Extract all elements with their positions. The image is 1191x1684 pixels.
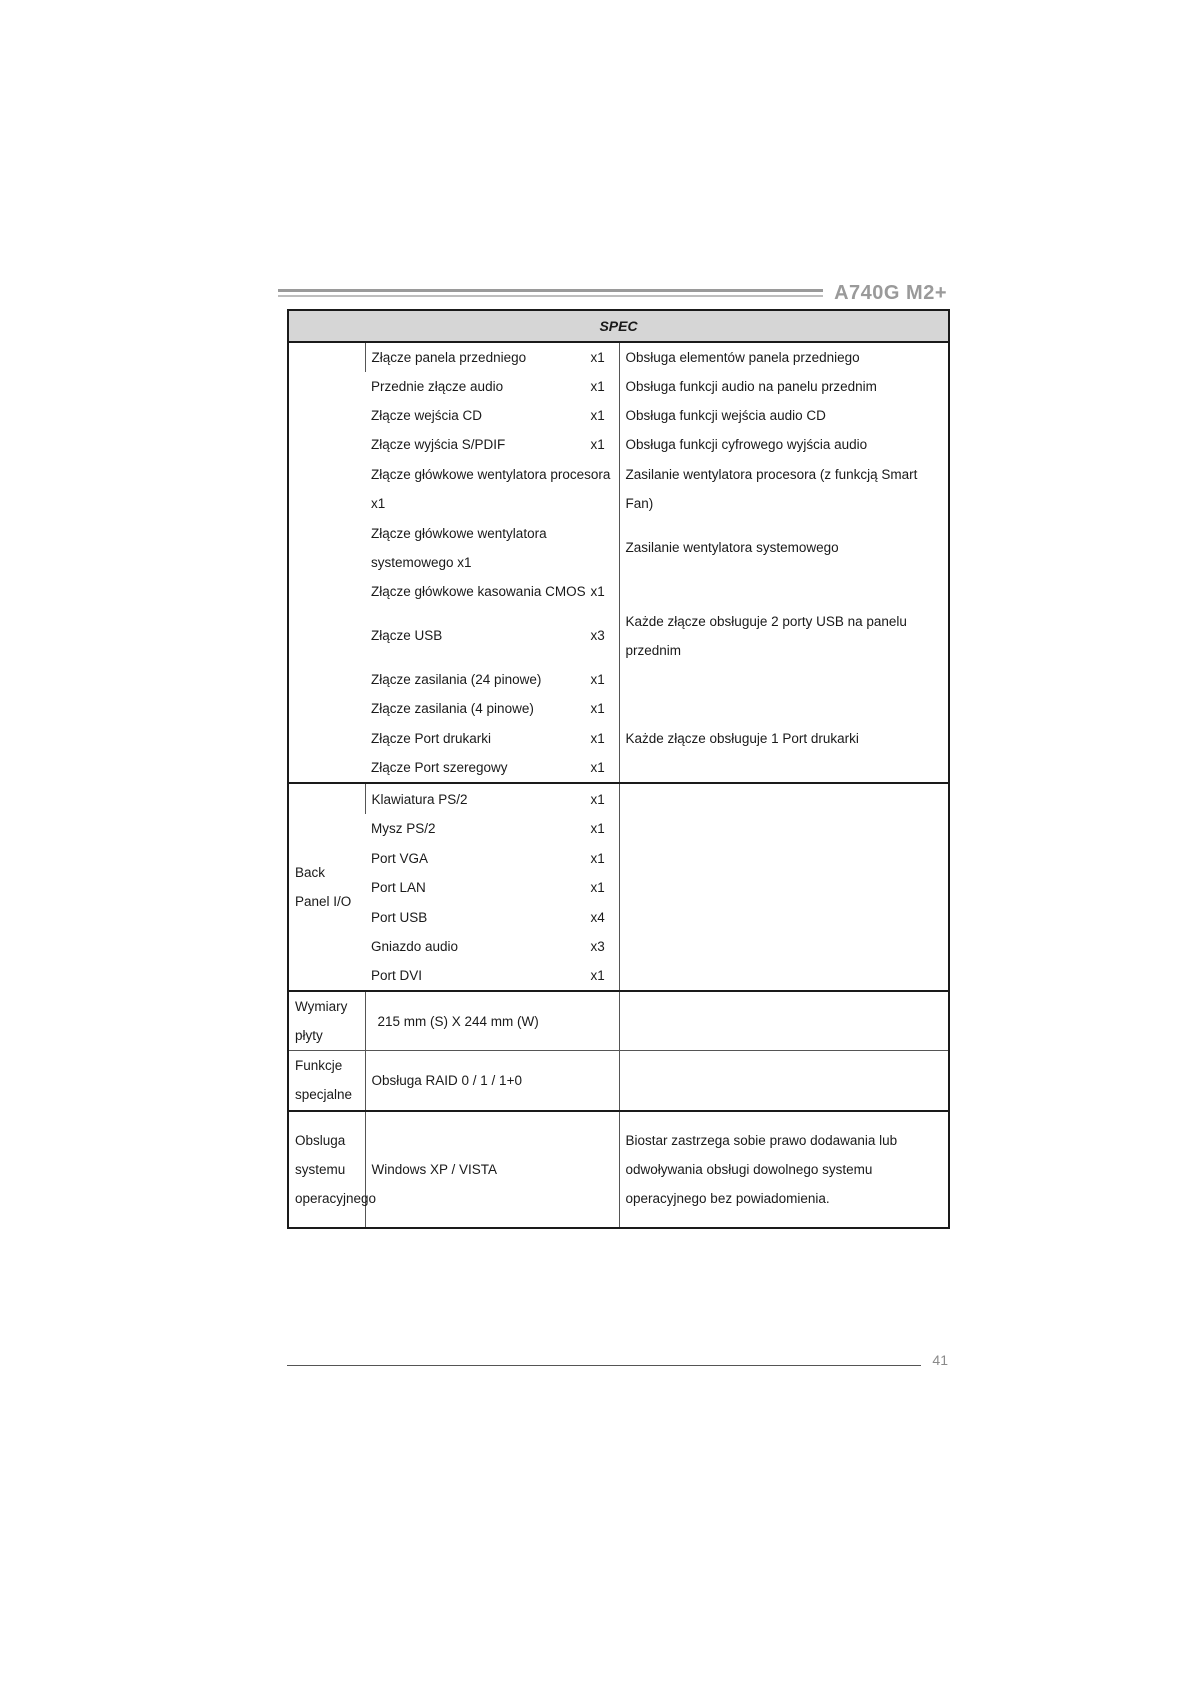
list-item: Przednie złącze audio x1 <box>371 379 605 394</box>
footer-rule <box>287 1365 921 1366</box>
list-item: Złącze panela przedniego x1 <box>371 350 605 365</box>
list-item: Złącze główkowe kasowania CMOS x1 <box>371 584 605 599</box>
special-features-group <box>288 1051 949 1111</box>
item-description: Obsługa funkcji audio na panelu przednim <box>619 372 949 401</box>
item-description: Zasilanie wentylatora procesora (z funkcją Smart Fan) <box>619 459 949 518</box>
item-description <box>619 694 949 723</box>
page-number: 41 <box>932 1352 948 1368</box>
dimensions-value: 215 mm (S) X 244 mm (W) <box>365 991 619 1051</box>
list-item: Złącze zasilania (24 pinowe) x1 <box>371 672 605 687</box>
group-label-back-panel: Back Panel I/O <box>295 865 352 909</box>
os-support-value: Windows XP / VISTA <box>365 1111 619 1228</box>
list-item: Złącze wejścia CD x1 <box>371 408 605 423</box>
list-item: Złącze Port drukarki x1 <box>371 730 605 746</box>
list-item: Złącze USB x3 <box>371 628 605 643</box>
list-item: Złącze wyjścia S/PDIF x1 <box>371 437 605 452</box>
item-description: Obsługa funkcji cyfrowego wyjścia audio <box>619 430 949 459</box>
spec-table <box>287 309 950 1229</box>
item-description <box>619 1051 949 1111</box>
item-description <box>619 753 949 783</box>
group-label-dimensions: Wymiary płyty <box>295 999 348 1043</box>
list-item: Port USB x4 <box>371 909 605 925</box>
list-item: Złącze zasilania (4 pinowe) x1 <box>371 701 605 716</box>
back-panel-description <box>619 783 949 991</box>
model-name: A740G M2+ <box>834 282 947 304</box>
os-support-group <box>288 1111 949 1228</box>
list-item: Port LAN x1 <box>371 880 605 895</box>
item-description: Każde złącze obsługuje 2 porty USB na panelu przednim <box>619 606 949 665</box>
item-description: Obsługa elementów panela przedniego <box>619 342 949 372</box>
table-title: SPEC <box>288 310 949 342</box>
list-item: Złącze Port szeregowy x1 <box>371 760 605 775</box>
special-features-value: Obsługa RAID 0 / 1 / 1+0 <box>365 1051 619 1111</box>
item-description <box>619 991 949 1051</box>
item-description <box>619 577 949 606</box>
header-rule <box>278 289 823 300</box>
list-item: Gniazdo audio x3 <box>371 939 605 954</box>
item-description: Zasilanie wentylatora systemowego <box>619 518 949 577</box>
list-item: Złącze główkowe wentylatora systemowego x1 <box>371 525 547 570</box>
item-description: Każde złącze obsługuje 1 Port drukarki <box>619 723 949 753</box>
group-label-connectors <box>288 342 365 783</box>
list-item: Mysz PS/2 x1 <box>371 821 605 836</box>
connectors-group <box>288 342 949 783</box>
os-support-description: Biostar zastrzega sobie prawo dodawania lub odwoływania obsługi dowolnego systemu operacyjnego bez powiadomienia. <box>619 1111 949 1228</box>
group-label-os-support: Obsluga systemu operacyjnego <box>295 1132 377 1206</box>
group-label-special-features: Funkcje specjalne <box>295 1058 353 1103</box>
list-item: Klawiatura PS/2 x1 <box>371 791 605 807</box>
list-item: Złącze główkowe wentylatora procesora x1 <box>371 466 611 511</box>
dimensions-group <box>288 991 949 1051</box>
item-description <box>619 665 949 694</box>
list-item: Port DVI x1 <box>371 968 605 983</box>
back-panel-group <box>288 783 949 991</box>
list-item: Port VGA x1 <box>371 850 605 866</box>
item-description: Obsługa funkcji wejścia audio CD <box>619 401 949 430</box>
